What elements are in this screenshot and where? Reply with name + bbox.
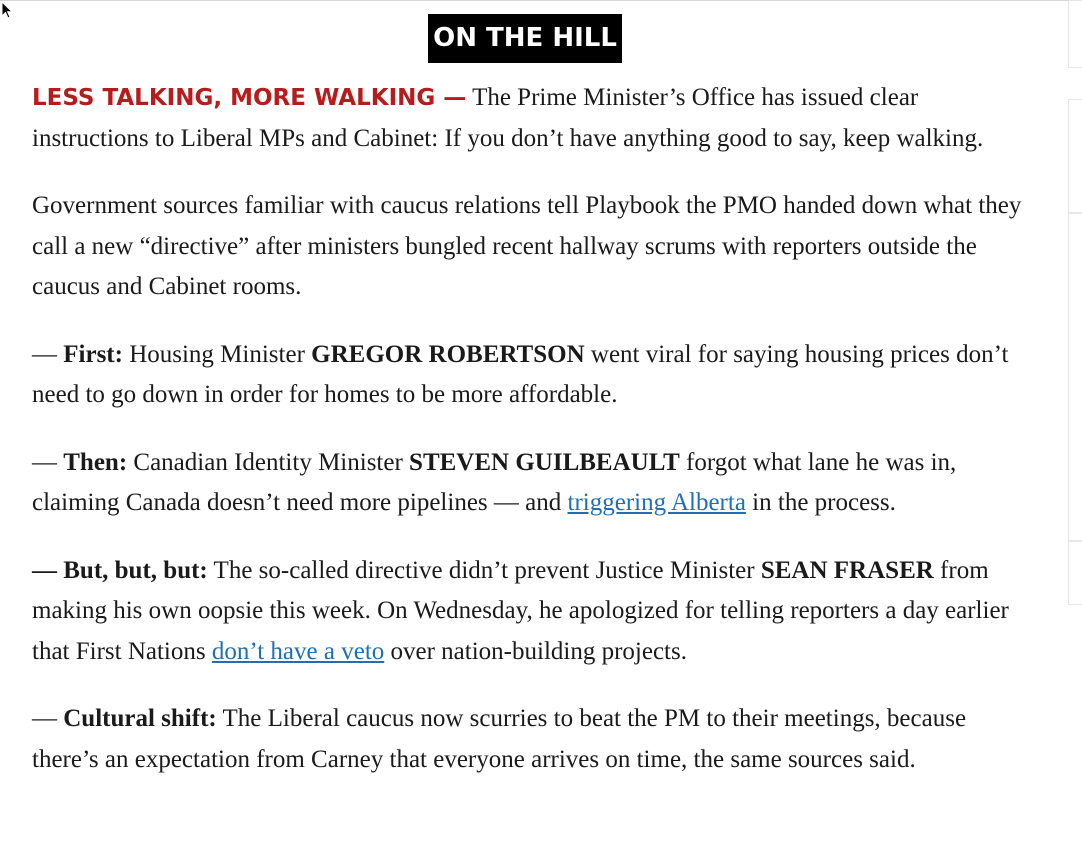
paragraph-text: Canadian Identity Minister <box>127 448 410 476</box>
rail-panel <box>1068 541 1082 605</box>
paragraph-directive <box>32 186 1027 308</box>
paragraph-text: forgot what lane he was in, claiming Canada doesn’t need more pipelines — and <box>32 448 957 516</box>
lead-in: — But, but, but: <box>32 556 208 584</box>
rail-panel <box>1068 0 1082 68</box>
right-rail <box>1068 0 1082 853</box>
paragraph-less-talking <box>32 78 1027 159</box>
em-dash: — <box>32 340 64 368</box>
paragraph-first <box>32 335 1027 416</box>
dont-have-a-veto-link[interactable]: don’t have a veto <box>211 637 385 665</box>
kicker: LESS TALKING, MORE WALKING — <box>32 85 467 111</box>
lead-in: Cultural shift: <box>63 705 217 732</box>
paragraph-cultural-shift <box>32 699 1027 780</box>
paragraph-text: The so-called directive didn’t prevent Justice Minister <box>207 556 761 584</box>
paragraph-text: Housing Minister <box>122 340 312 368</box>
person-name: SEAN FRASER <box>760 556 934 584</box>
article-body <box>32 78 1027 807</box>
paragraph-text: The Liberal caucus now scurries to beat the PM to their meetings, because there’s an expectation from Carney that everyone arrives on time, the same sources said. <box>32 705 967 773</box>
paragraph-text: over nation-building projects. <box>384 637 687 665</box>
top-divider <box>0 0 1082 1</box>
paragraph-text: Government sources familiar with caucus relations tell Playbook the PMO handed down what they call a new “directive” after ministers bungled recent hallway scrums with reporters outside the caucus and Cabinet rooms. <box>32 192 1022 300</box>
section-label: ON THE HILL <box>428 14 622 63</box>
lead-in: First: <box>63 340 123 368</box>
person-name: GREGOR ROBERTSON <box>311 340 585 368</box>
em-dash: — <box>32 705 64 732</box>
em-dash: — <box>32 448 64 476</box>
paragraph-text: in the process. <box>745 489 896 516</box>
paragraph-text: went viral for saying housing prices don’t need to go down in order for homes to be more affordable. <box>32 340 1009 408</box>
rail-panel <box>1068 99 1082 213</box>
paragraph-but <box>32 551 1027 673</box>
paragraph-text: The Prime Minister’s Office has issued clear instructions to Liberal MPs and Cabinet: If you don’t have anything good to say, keep walking. <box>32 84 984 152</box>
paragraph-then <box>32 443 1027 524</box>
paragraph-text: from making his own oopsie this week. On Wednesday, he apologized for telling reporters a day earlier that First Nations <box>32 556 1009 665</box>
rail-panel <box>1068 213 1082 541</box>
triggering-alberta-link[interactable]: triggering Alberta <box>567 489 746 516</box>
mouse-pointer-icon <box>1 1 13 21</box>
lead-in: Then: <box>63 448 128 476</box>
person-name: STEVEN GUILBEAULT <box>409 448 680 476</box>
